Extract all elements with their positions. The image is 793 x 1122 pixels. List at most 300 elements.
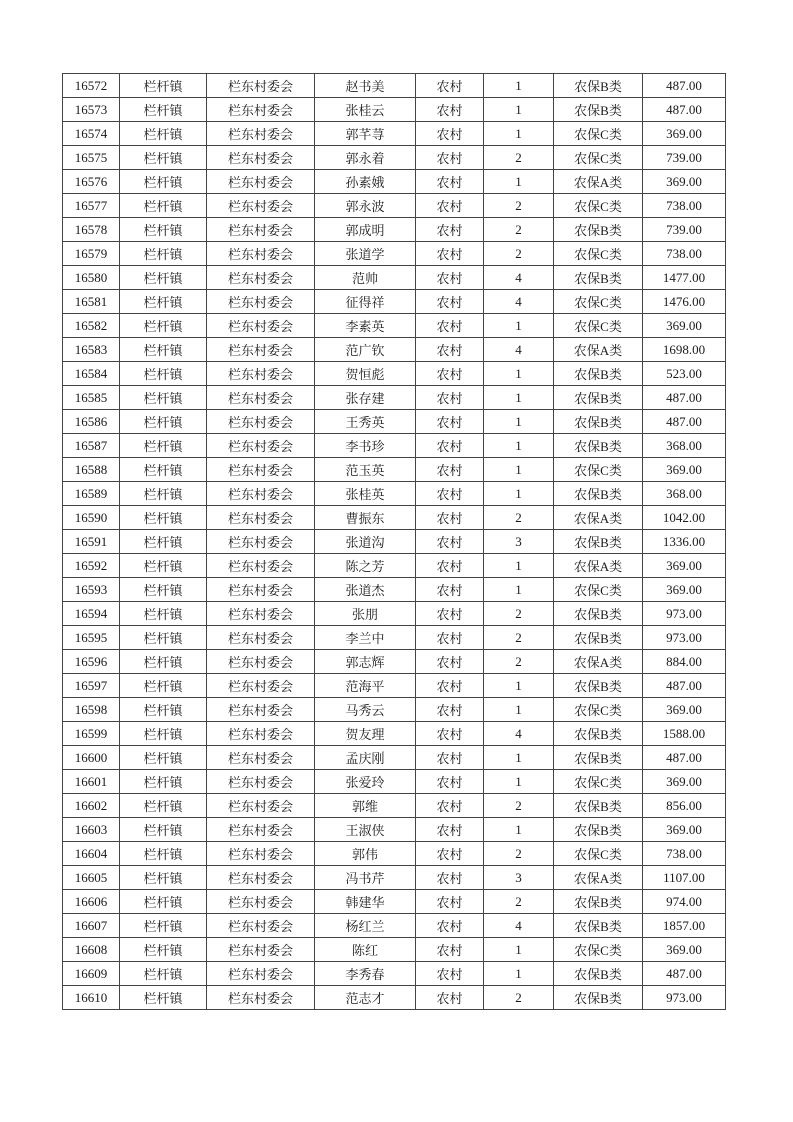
cell-count: 1	[484, 410, 554, 434]
cell-village: 栏东村委会	[207, 458, 315, 482]
cell-name: 陈红	[315, 938, 416, 962]
cell-id: 16584	[63, 362, 120, 386]
cell-amount: 368.00	[643, 482, 726, 506]
cell-name: 张道学	[315, 242, 416, 266]
cell-town: 栏杆镇	[120, 794, 207, 818]
cell-type: 农村	[416, 170, 484, 194]
cell-village: 栏东村委会	[207, 890, 315, 914]
cell-id: 16590	[63, 506, 120, 530]
table-row	[63, 722, 726, 746]
cell-town: 栏杆镇	[120, 938, 207, 962]
cell-amount: 1336.00	[643, 530, 726, 554]
cell-town: 栏杆镇	[120, 98, 207, 122]
cell-count: 1	[484, 98, 554, 122]
cell-amount: 369.00	[643, 458, 726, 482]
cell-id: 16607	[63, 914, 120, 938]
cell-category: 农保B类	[554, 962, 643, 986]
cell-id: 16600	[63, 746, 120, 770]
cell-category: 农保B类	[554, 986, 643, 1010]
cell-town: 栏杆镇	[120, 986, 207, 1010]
table-row	[63, 698, 726, 722]
cell-id: 16586	[63, 410, 120, 434]
cell-amount: 523.00	[643, 362, 726, 386]
cell-category: 农保C类	[554, 458, 643, 482]
cell-village: 栏东村委会	[207, 962, 315, 986]
cell-amount: 973.00	[643, 986, 726, 1010]
cell-town: 栏杆镇	[120, 434, 207, 458]
cell-category: 农保C类	[554, 314, 643, 338]
cell-category: 农保B类	[554, 362, 643, 386]
cell-id: 16579	[63, 242, 120, 266]
cell-id: 16603	[63, 818, 120, 842]
cell-village: 栏东村委会	[207, 218, 315, 242]
cell-name: 孟庆刚	[315, 746, 416, 770]
cell-type: 农村	[416, 338, 484, 362]
cell-village: 栏东村委会	[207, 98, 315, 122]
cell-count: 1	[484, 578, 554, 602]
cell-type: 农村	[416, 482, 484, 506]
table-row	[63, 98, 726, 122]
cell-count: 2	[484, 794, 554, 818]
table-row	[63, 506, 726, 530]
cell-amount: 739.00	[643, 146, 726, 170]
cell-town: 栏杆镇	[120, 698, 207, 722]
cell-amount: 974.00	[643, 890, 726, 914]
cell-count: 2	[484, 650, 554, 674]
cell-id: 16601	[63, 770, 120, 794]
cell-type: 农村	[416, 242, 484, 266]
cell-type: 农村	[416, 434, 484, 458]
cell-town: 栏杆镇	[120, 170, 207, 194]
cell-town: 栏杆镇	[120, 962, 207, 986]
cell-type: 农村	[416, 194, 484, 218]
cell-id: 16610	[63, 986, 120, 1010]
cell-type: 农村	[416, 938, 484, 962]
cell-count: 1	[484, 482, 554, 506]
cell-village: 栏东村委会	[207, 290, 315, 314]
cell-id: 16605	[63, 866, 120, 890]
cell-town: 栏杆镇	[120, 722, 207, 746]
cell-category: 农保B类	[554, 794, 643, 818]
table-row	[63, 986, 726, 1010]
cell-count: 1	[484, 74, 554, 98]
cell-amount: 856.00	[643, 794, 726, 818]
cell-type: 农村	[416, 74, 484, 98]
cell-amount: 973.00	[643, 626, 726, 650]
cell-village: 栏东村委会	[207, 746, 315, 770]
cell-category: 农保A类	[554, 338, 643, 362]
cell-type: 农村	[416, 458, 484, 482]
cell-category: 农保B类	[554, 602, 643, 626]
cell-count: 1	[484, 458, 554, 482]
cell-id: 16582	[63, 314, 120, 338]
table-row	[63, 674, 726, 698]
cell-category: 农保C类	[554, 578, 643, 602]
cell-id: 16585	[63, 386, 120, 410]
cell-id: 16580	[63, 266, 120, 290]
table-row	[63, 818, 726, 842]
cell-town: 栏杆镇	[120, 506, 207, 530]
cell-count: 2	[484, 626, 554, 650]
cell-name: 王淑侠	[315, 818, 416, 842]
cell-count: 2	[484, 842, 554, 866]
cell-village: 栏东村委会	[207, 434, 315, 458]
cell-type: 农村	[416, 410, 484, 434]
table-row	[63, 242, 726, 266]
cell-town: 栏杆镇	[120, 386, 207, 410]
cell-name: 郭伟	[315, 842, 416, 866]
cell-village: 栏东村委会	[207, 530, 315, 554]
cell-type: 农村	[416, 290, 484, 314]
cell-town: 栏杆镇	[120, 218, 207, 242]
table-row	[63, 434, 726, 458]
cell-id: 16575	[63, 146, 120, 170]
cell-type: 农村	[416, 98, 484, 122]
cell-type: 农村	[416, 626, 484, 650]
table-row	[63, 962, 726, 986]
cell-category: 农保A类	[554, 506, 643, 530]
cell-village: 栏东村委会	[207, 626, 315, 650]
cell-village: 栏东村委会	[207, 146, 315, 170]
cell-town: 栏杆镇	[120, 410, 207, 434]
cell-amount: 369.00	[643, 578, 726, 602]
cell-amount: 1107.00	[643, 866, 726, 890]
cell-count: 1	[484, 362, 554, 386]
cell-village: 栏东村委会	[207, 914, 315, 938]
cell-count: 1	[484, 122, 554, 146]
cell-type: 农村	[416, 578, 484, 602]
table-row	[63, 530, 726, 554]
cell-count: 1	[484, 770, 554, 794]
cell-category: 农保C类	[554, 194, 643, 218]
cell-village: 栏东村委会	[207, 194, 315, 218]
table-row	[63, 458, 726, 482]
cell-id: 16578	[63, 218, 120, 242]
cell-name: 杨红兰	[315, 914, 416, 938]
cell-town: 栏杆镇	[120, 122, 207, 146]
cell-type: 农村	[416, 746, 484, 770]
cell-category: 农保C类	[554, 842, 643, 866]
table-row	[63, 938, 726, 962]
cell-name: 范志才	[315, 986, 416, 1010]
cell-amount: 739.00	[643, 218, 726, 242]
cell-count: 1	[484, 818, 554, 842]
cell-category: 农保C类	[554, 698, 643, 722]
cell-village: 栏东村委会	[207, 650, 315, 674]
cell-type: 农村	[416, 386, 484, 410]
cell-count: 2	[484, 986, 554, 1010]
cell-id: 16599	[63, 722, 120, 746]
cell-town: 栏杆镇	[120, 650, 207, 674]
cell-category: 农保B类	[554, 482, 643, 506]
cell-amount: 487.00	[643, 410, 726, 434]
cell-village: 栏东村委会	[207, 674, 315, 698]
cell-name: 征得祥	[315, 290, 416, 314]
cell-name: 范海平	[315, 674, 416, 698]
table-row	[63, 578, 726, 602]
cell-name: 郭志辉	[315, 650, 416, 674]
cell-amount: 973.00	[643, 602, 726, 626]
cell-type: 农村	[416, 650, 484, 674]
cell-town: 栏杆镇	[120, 578, 207, 602]
cell-amount: 369.00	[643, 698, 726, 722]
cell-type: 农村	[416, 914, 484, 938]
cell-type: 农村	[416, 722, 484, 746]
cell-category: 农保A类	[554, 866, 643, 890]
cell-amount: 738.00	[643, 242, 726, 266]
cell-town: 栏杆镇	[120, 458, 207, 482]
table-row	[63, 602, 726, 626]
cell-name: 郭成明	[315, 218, 416, 242]
cell-name: 张桂英	[315, 482, 416, 506]
cell-town: 栏杆镇	[120, 602, 207, 626]
cell-count: 4	[484, 914, 554, 938]
cell-amount: 738.00	[643, 842, 726, 866]
cell-type: 农村	[416, 362, 484, 386]
cell-village: 栏东村委会	[207, 74, 315, 98]
cell-name: 赵书美	[315, 74, 416, 98]
cell-town: 栏杆镇	[120, 842, 207, 866]
cell-town: 栏杆镇	[120, 146, 207, 170]
cell-amount: 369.00	[643, 170, 726, 194]
table-row	[63, 410, 726, 434]
cell-type: 农村	[416, 770, 484, 794]
cell-count: 2	[484, 506, 554, 530]
cell-amount: 369.00	[643, 122, 726, 146]
cell-id: 16602	[63, 794, 120, 818]
cell-amount: 1698.00	[643, 338, 726, 362]
cell-amount: 369.00	[643, 818, 726, 842]
cell-village: 栏东村委会	[207, 770, 315, 794]
cell-type: 农村	[416, 794, 484, 818]
cell-town: 栏杆镇	[120, 746, 207, 770]
cell-id: 16609	[63, 962, 120, 986]
cell-category: 农保B类	[554, 266, 643, 290]
cell-type: 农村	[416, 986, 484, 1010]
cell-name: 范广钦	[315, 338, 416, 362]
cell-name: 曹振东	[315, 506, 416, 530]
cell-amount: 884.00	[643, 650, 726, 674]
cell-count: 4	[484, 722, 554, 746]
table-row	[63, 218, 726, 242]
table-row	[63, 290, 726, 314]
cell-amount: 1588.00	[643, 722, 726, 746]
table-row	[63, 866, 726, 890]
cell-village: 栏东村委会	[207, 122, 315, 146]
cell-id: 16572	[63, 74, 120, 98]
cell-id: 16588	[63, 458, 120, 482]
cell-name: 韩建华	[315, 890, 416, 914]
cell-town: 栏杆镇	[120, 194, 207, 218]
cell-count: 2	[484, 602, 554, 626]
cell-village: 栏东村委会	[207, 506, 315, 530]
cell-category: 农保B类	[554, 914, 643, 938]
table-row	[63, 314, 726, 338]
cell-count: 1	[484, 962, 554, 986]
cell-category: 农保C类	[554, 938, 643, 962]
cell-town: 栏杆镇	[120, 554, 207, 578]
table-row	[63, 362, 726, 386]
cell-name: 冯书芹	[315, 866, 416, 890]
cell-category: 农保B类	[554, 626, 643, 650]
cell-id: 16581	[63, 290, 120, 314]
cell-name: 张爱玲	[315, 770, 416, 794]
cell-village: 栏东村委会	[207, 386, 315, 410]
cell-town: 栏杆镇	[120, 74, 207, 98]
cell-village: 栏东村委会	[207, 842, 315, 866]
cell-category: 农保B类	[554, 218, 643, 242]
cell-type: 农村	[416, 818, 484, 842]
table-row	[63, 554, 726, 578]
table-row	[63, 746, 726, 770]
cell-name: 郭芊荨	[315, 122, 416, 146]
cell-category: 农保B类	[554, 722, 643, 746]
cell-amount: 1476.00	[643, 290, 726, 314]
cell-category: 农保B类	[554, 410, 643, 434]
cell-village: 栏东村委会	[207, 554, 315, 578]
cell-count: 2	[484, 218, 554, 242]
table-row	[63, 914, 726, 938]
cell-count: 4	[484, 338, 554, 362]
cell-category: 农保B类	[554, 386, 643, 410]
cell-type: 农村	[416, 218, 484, 242]
cell-type: 农村	[416, 314, 484, 338]
cell-name: 郭永波	[315, 194, 416, 218]
cell-village: 栏东村委会	[207, 698, 315, 722]
cell-category: 农保C类	[554, 122, 643, 146]
cell-id: 16576	[63, 170, 120, 194]
cell-category: 农保B类	[554, 434, 643, 458]
cell-village: 栏东村委会	[207, 602, 315, 626]
cell-amount: 738.00	[643, 194, 726, 218]
cell-type: 农村	[416, 506, 484, 530]
table-row	[63, 122, 726, 146]
cell-count: 4	[484, 266, 554, 290]
cell-count: 2	[484, 146, 554, 170]
cell-id: 16577	[63, 194, 120, 218]
cell-amount: 369.00	[643, 938, 726, 962]
cell-town: 栏杆镇	[120, 362, 207, 386]
cell-type: 农村	[416, 866, 484, 890]
cell-name: 李书珍	[315, 434, 416, 458]
cell-name: 张桂云	[315, 98, 416, 122]
cell-amount: 487.00	[643, 674, 726, 698]
cell-amount: 369.00	[643, 770, 726, 794]
cell-id: 16594	[63, 602, 120, 626]
subsidy-table	[62, 73, 726, 1010]
cell-name: 张道杰	[315, 578, 416, 602]
cell-village: 栏东村委会	[207, 410, 315, 434]
cell-village: 栏东村委会	[207, 482, 315, 506]
cell-town: 栏杆镇	[120, 914, 207, 938]
cell-town: 栏杆镇	[120, 242, 207, 266]
cell-category: 农保B类	[554, 530, 643, 554]
cell-town: 栏杆镇	[120, 626, 207, 650]
cell-count: 1	[484, 554, 554, 578]
cell-id: 16589	[63, 482, 120, 506]
table-row	[63, 170, 726, 194]
cell-town: 栏杆镇	[120, 818, 207, 842]
cell-amount: 1477.00	[643, 266, 726, 290]
cell-amount: 368.00	[643, 434, 726, 458]
cell-count: 1	[484, 938, 554, 962]
cell-category: 农保C类	[554, 290, 643, 314]
table-row	[63, 338, 726, 362]
cell-town: 栏杆镇	[120, 266, 207, 290]
cell-type: 农村	[416, 266, 484, 290]
cell-village: 栏东村委会	[207, 722, 315, 746]
cell-town: 栏杆镇	[120, 770, 207, 794]
cell-count: 2	[484, 194, 554, 218]
table-row	[63, 650, 726, 674]
cell-category: 农保B类	[554, 746, 643, 770]
cell-count: 4	[484, 290, 554, 314]
cell-type: 农村	[416, 842, 484, 866]
cell-amount: 487.00	[643, 98, 726, 122]
cell-town: 栏杆镇	[120, 674, 207, 698]
cell-category: 农保C类	[554, 146, 643, 170]
cell-id: 16574	[63, 122, 120, 146]
cell-count: 2	[484, 890, 554, 914]
cell-id: 16573	[63, 98, 120, 122]
cell-id: 16583	[63, 338, 120, 362]
cell-count: 1	[484, 170, 554, 194]
cell-amount: 1042.00	[643, 506, 726, 530]
table-row	[63, 770, 726, 794]
cell-id: 16591	[63, 530, 120, 554]
cell-name: 马秀云	[315, 698, 416, 722]
cell-category: 农保A类	[554, 650, 643, 674]
table-row	[63, 794, 726, 818]
cell-town: 栏杆镇	[120, 530, 207, 554]
cell-town: 栏杆镇	[120, 482, 207, 506]
cell-id: 16587	[63, 434, 120, 458]
cell-village: 栏东村委会	[207, 362, 315, 386]
cell-id: 16604	[63, 842, 120, 866]
cell-village: 栏东村委会	[207, 170, 315, 194]
cell-type: 农村	[416, 674, 484, 698]
cell-count: 1	[484, 746, 554, 770]
cell-category: 农保B类	[554, 74, 643, 98]
cell-name: 郭维	[315, 794, 416, 818]
cell-category: 农保B类	[554, 98, 643, 122]
cell-village: 栏东村委会	[207, 242, 315, 266]
cell-amount: 369.00	[643, 554, 726, 578]
cell-town: 栏杆镇	[120, 314, 207, 338]
cell-name: 王秀英	[315, 410, 416, 434]
cell-town: 栏杆镇	[120, 890, 207, 914]
cell-name: 张存建	[315, 386, 416, 410]
cell-type: 农村	[416, 698, 484, 722]
cell-id: 16596	[63, 650, 120, 674]
cell-count: 1	[484, 314, 554, 338]
cell-village: 栏东村委会	[207, 338, 315, 362]
cell-id: 16595	[63, 626, 120, 650]
cell-village: 栏东村委会	[207, 938, 315, 962]
cell-type: 农村	[416, 554, 484, 578]
table-row	[63, 194, 726, 218]
cell-id: 16598	[63, 698, 120, 722]
cell-name: 李素英	[315, 314, 416, 338]
cell-category: 农保A类	[554, 554, 643, 578]
cell-name: 范玉英	[315, 458, 416, 482]
cell-town: 栏杆镇	[120, 290, 207, 314]
cell-village: 栏东村委会	[207, 266, 315, 290]
table-row	[63, 626, 726, 650]
cell-type: 农村	[416, 962, 484, 986]
table-body	[63, 74, 726, 1010]
cell-village: 栏东村委会	[207, 578, 315, 602]
